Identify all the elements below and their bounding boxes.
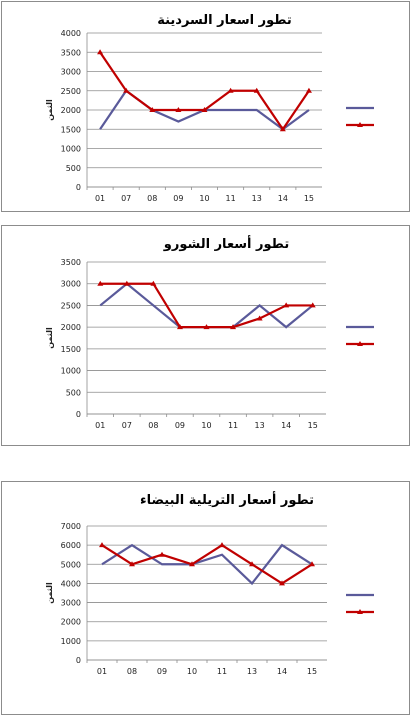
x-tick-label: 08 <box>148 421 159 430</box>
x-tick-label: 13 <box>254 421 265 430</box>
x-tick-label: 11 <box>216 667 228 676</box>
series-marker-2015 <box>97 49 103 54</box>
x-tick-label: 15 <box>306 667 318 676</box>
y-tick-label: 1500 <box>60 125 81 135</box>
x-tick-label: 13 <box>246 667 258 676</box>
chart-panel-white-trevally <box>1 481 410 715</box>
x-tick-label: 09 <box>156 667 168 676</box>
x-tick-label: 10 <box>199 194 210 203</box>
chart-svg-white-trevally <box>2 482 409 714</box>
series-marker-2015 <box>99 542 105 547</box>
y-tick-label: 2500 <box>60 301 81 311</box>
x-tick-label: 01 <box>96 667 108 676</box>
chart-panel-sardine <box>1 1 410 212</box>
y-tick-label: 3000 <box>60 67 81 77</box>
x-tick-label: 14 <box>281 421 292 430</box>
y-tick-label: 6000 <box>60 541 81 551</box>
x-tick-label: 08 <box>126 667 138 676</box>
y-tick-label: 500 <box>65 163 81 173</box>
series-marker-2015 <box>219 542 225 547</box>
x-tick-label: 13 <box>251 194 262 203</box>
chart-svg-shoro <box>2 226 409 445</box>
y-tick-label: 500 <box>65 388 81 398</box>
y-tick-label: 3500 <box>60 258 81 267</box>
x-tick-label: 01 <box>95 421 106 430</box>
chart-title: تطور اسعار السردينة <box>157 13 292 28</box>
chart-title: تطور أسعار الشورو <box>163 237 290 252</box>
x-tick-label: 15 <box>303 194 315 203</box>
y-axis-label: الثمن <box>45 582 54 604</box>
y-tick-label: 2000 <box>60 323 81 333</box>
series-marker-2015 <box>159 552 165 557</box>
y-tick-label: 0 <box>75 410 81 419</box>
x-tick-label: 15 <box>307 421 318 430</box>
y-tick-label: 4000 <box>60 579 81 589</box>
y-tick-label: 1500 <box>60 344 81 354</box>
x-tick-label: 09 <box>173 194 184 203</box>
x-tick-label: 09 <box>174 421 186 430</box>
y-tick-label: 1000 <box>60 636 81 646</box>
x-tick-label: 08 <box>147 194 158 203</box>
y-tick-label: 0 <box>75 183 81 192</box>
x-tick-label: 01 <box>94 194 106 203</box>
y-tick-label: 2500 <box>60 86 81 96</box>
chart-svg-sardine <box>2 2 409 211</box>
y-tick-label: 3500 <box>60 48 81 58</box>
x-tick-label: 14 <box>276 667 288 676</box>
y-tick-label: 4000 <box>60 29 81 38</box>
chart-title: تطور أسعار التريلية البيضاء <box>139 493 315 508</box>
y-tick-label: 1000 <box>60 144 81 154</box>
chart-panel-shoro <box>1 225 410 446</box>
y-tick-label: 3000 <box>60 598 81 608</box>
y-tick-label: 3000 <box>60 279 81 289</box>
y-axis-label: الثمن <box>45 99 54 121</box>
y-tick-label: 0 <box>75 656 81 665</box>
x-tick-label: 10 <box>186 667 198 676</box>
y-tick-label: 7000 <box>60 522 81 531</box>
y-tick-label: 5000 <box>60 560 81 570</box>
y-axis-label: الثمن <box>45 327 54 349</box>
x-tick-label: 11 <box>225 194 236 203</box>
x-tick-label: 10 <box>201 421 212 430</box>
x-tick-label: 07 <box>121 194 132 203</box>
series-marker-2015 <box>306 88 312 93</box>
y-tick-label: 1000 <box>60 366 81 376</box>
x-tick-label: 14 <box>277 194 288 203</box>
x-tick-label: 11 <box>227 421 239 430</box>
y-tick-label: 2000 <box>60 106 81 115</box>
y-tick-label: 2000 <box>60 617 81 627</box>
x-tick-label: 07 <box>121 421 132 430</box>
